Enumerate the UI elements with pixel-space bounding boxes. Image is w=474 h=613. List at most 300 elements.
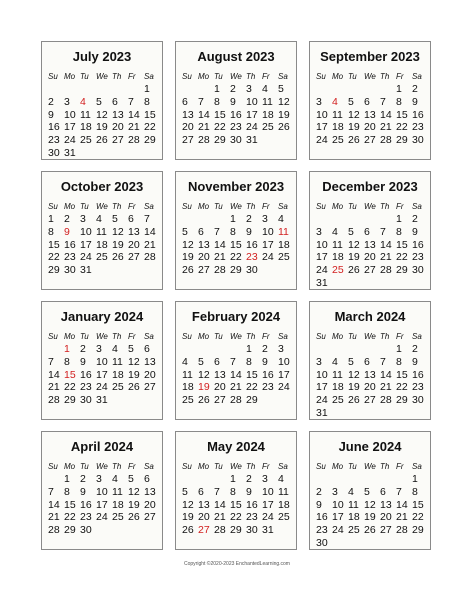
date-cell: 1 (396, 83, 402, 95)
date-cell: 6 (198, 485, 204, 498)
date-cell: 29 (48, 264, 60, 277)
date-cell: 29 (64, 394, 76, 407)
date-cell: 7 (48, 355, 54, 368)
week-row (180, 369, 292, 382)
month-title: August 2023 (197, 49, 275, 64)
empty-cell (212, 343, 228, 356)
date-cell: 4 (332, 225, 338, 238)
date-cell: 23 (64, 251, 76, 264)
date-cell: 1 (396, 343, 402, 355)
date-cell: 2 (262, 343, 268, 355)
weekday-label: Th (246, 72, 256, 81)
week-row (46, 511, 158, 524)
date-cell: 12 (198, 368, 210, 381)
weekday-header (314, 331, 426, 343)
date-cell: 13 (198, 238, 210, 251)
date-cell: 15 (48, 238, 60, 251)
weekday-label: Fr (128, 462, 136, 471)
empty-cell (196, 473, 212, 486)
date-cell: 16 (230, 108, 242, 121)
weekday-header (46, 201, 158, 213)
weekday-label: We (96, 202, 108, 211)
date-cell: 7 (380, 225, 386, 238)
date-cell: 12 (182, 238, 194, 251)
weekday-label: Fr (128, 332, 136, 341)
date-cell: 18 (182, 381, 194, 394)
date-cell: 26 (278, 121, 290, 134)
date-cell: 26 (198, 394, 210, 407)
date-cell: 20 (364, 381, 376, 394)
date-cell: 19 (112, 238, 124, 251)
date-cell: 24 (80, 251, 92, 264)
date-cell: 28 (128, 134, 140, 147)
weekday-header (46, 461, 158, 473)
month-title: May 2024 (207, 439, 265, 454)
date-cell: 12 (348, 368, 360, 381)
date-cell: 23 (80, 381, 92, 394)
date-cell: 15 (396, 108, 408, 121)
empty-cell (110, 83, 126, 96)
weekday-label: Tu (348, 332, 357, 341)
date-cell: 5 (112, 213, 118, 225)
week-row (314, 343, 426, 356)
date-cell: 30 (412, 394, 424, 407)
week-row (314, 394, 426, 407)
date-cell: 19 (348, 251, 360, 264)
weekday-label: We (364, 332, 376, 341)
date-cell: 19 (278, 108, 290, 121)
month-block (41, 301, 163, 420)
weekday-label: Mo (64, 332, 76, 341)
date-cell: 9 (80, 485, 86, 498)
week-row (180, 511, 292, 524)
date-cell: 27 (364, 394, 376, 407)
date-cell: 4 (182, 355, 188, 368)
week-row (180, 239, 292, 252)
date-cell: 21 (128, 121, 140, 134)
week-row (46, 343, 158, 356)
week-row (46, 381, 158, 394)
date-cell: 18 (332, 381, 344, 394)
date-cell: 17 (262, 498, 274, 511)
date-cell: 15 (246, 368, 258, 381)
date-cell: 13 (128, 225, 140, 238)
week-row (46, 239, 158, 252)
date-cell: 28 (48, 394, 60, 407)
date-cell: 2 (80, 343, 86, 355)
week-row (46, 524, 158, 537)
date-cell: 23 (412, 251, 424, 264)
date-cell: 17 (316, 251, 328, 264)
date-cell: 31 (316, 406, 328, 419)
month-block (41, 171, 163, 290)
date-cell: 8 (396, 225, 402, 238)
week-row (314, 251, 426, 264)
date-cell: 29 (230, 264, 242, 277)
week-row (314, 524, 426, 537)
date-cell: 8 (144, 95, 150, 108)
date-cell: 13 (144, 485, 156, 498)
date-cell: 15 (144, 108, 156, 121)
date-cell: 21 (48, 511, 60, 524)
empty-cell (180, 343, 196, 356)
date-cell: 17 (246, 108, 258, 121)
month-block (175, 171, 297, 290)
week-row (314, 369, 426, 382)
empty-cell (196, 83, 212, 96)
holiday-date: 1 (64, 343, 70, 355)
holiday-date: 4 (332, 95, 338, 108)
date-cell: 27 (128, 251, 140, 264)
week-row (314, 473, 426, 486)
date-cell: 6 (128, 213, 134, 225)
date-cell: 28 (380, 394, 392, 407)
date-cell: 29 (214, 134, 226, 147)
date-cell: 4 (348, 485, 354, 498)
date-cell: 16 (48, 121, 60, 134)
date-cell: 18 (348, 511, 360, 524)
date-cell: 9 (262, 355, 268, 368)
date-cell: 10 (316, 108, 328, 121)
date-cell: 3 (262, 213, 268, 225)
date-cell: 27 (214, 394, 226, 407)
date-cell: 19 (182, 511, 194, 524)
date-cell: 25 (332, 134, 344, 147)
date-cell: 1 (214, 83, 220, 95)
week-row (314, 134, 426, 147)
date-cell: 3 (80, 213, 86, 225)
date-cell: 2 (48, 95, 54, 108)
date-cell: 5 (182, 225, 188, 238)
copyright-text: Copyright ©2020-2023 EnchantedLearning.com (184, 561, 290, 567)
weekday-label: Sa (412, 202, 422, 211)
date-cell: 26 (96, 134, 108, 147)
date-cell: 3 (96, 343, 102, 355)
weekday-label: Su (48, 202, 58, 211)
date-cell: 15 (214, 108, 226, 121)
date-cell: 25 (182, 394, 194, 407)
weekday-label: Tu (80, 72, 89, 81)
date-cell: 27 (144, 511, 156, 524)
week-row (46, 213, 158, 226)
weekday-label: Su (48, 462, 58, 471)
date-cell: 22 (144, 121, 156, 134)
weekday-label: Su (182, 332, 192, 341)
date-cell: 19 (128, 368, 140, 381)
date-cell: 8 (396, 355, 402, 368)
month-title: July 2023 (72, 49, 132, 64)
month-title: December 2023 (322, 179, 418, 194)
date-cell: 23 (412, 381, 424, 394)
date-cell: 6 (364, 225, 370, 238)
date-cell: 1 (396, 213, 402, 225)
month-title: June 2024 (338, 439, 402, 454)
empty-cell (62, 83, 78, 96)
date-cell: 12 (128, 485, 140, 498)
date-cell: 2 (412, 83, 418, 95)
empty-cell (126, 83, 142, 96)
month-title: November 2023 (187, 179, 285, 194)
week-row (46, 109, 158, 122)
date-cell: 21 (380, 381, 392, 394)
date-cell: 12 (348, 238, 360, 251)
date-cell: 2 (246, 213, 252, 225)
date-cell: 19 (96, 121, 108, 134)
date-cell: 18 (112, 498, 124, 511)
month-title: January 2024 (60, 309, 144, 324)
date-cell: 11 (112, 355, 123, 368)
date-cell: 17 (96, 368, 108, 381)
date-cell: 30 (48, 146, 60, 159)
date-cell: 17 (80, 238, 92, 251)
date-cell: 29 (230, 524, 242, 537)
date-cell: 12 (182, 498, 194, 511)
month-block (175, 301, 297, 420)
date-cell: 29 (64, 524, 76, 537)
date-cell: 18 (96, 238, 108, 251)
date-cell: 14 (144, 225, 156, 238)
weekday-label: We (230, 202, 242, 211)
weekday-label: Th (380, 202, 390, 211)
date-cell: 29 (144, 134, 156, 147)
week-row (180, 394, 292, 407)
holiday-date: 27 (198, 524, 210, 537)
week-row (180, 486, 292, 499)
weekday-header (314, 461, 426, 473)
date-cell: 18 (332, 251, 344, 264)
date-cell: 13 (182, 108, 194, 121)
week-row (46, 134, 158, 147)
date-cell: 31 (96, 394, 108, 407)
date-cell: 22 (64, 511, 76, 524)
date-cell: 25 (112, 511, 124, 524)
date-cell: 31 (246, 134, 258, 147)
date-cell: 12 (112, 225, 124, 238)
date-cell: 23 (412, 121, 424, 134)
date-cell: 28 (380, 264, 392, 277)
weekday-label: Sa (144, 202, 154, 211)
date-cell: 14 (380, 108, 392, 121)
empty-cell (378, 343, 394, 356)
weekday-label: We (230, 72, 242, 81)
date-cell: 2 (412, 343, 418, 355)
weekday-label: We (96, 72, 108, 81)
date-cell: 2 (80, 473, 86, 485)
date-cell: 25 (332, 394, 344, 407)
date-cell: 3 (96, 473, 102, 485)
date-cell: 28 (214, 524, 226, 537)
month-title: October 2023 (60, 179, 144, 194)
weekday-label: Sa (278, 462, 288, 471)
weekday-label: Fr (396, 332, 404, 341)
date-cell: 16 (412, 238, 424, 251)
date-cell: 24 (316, 264, 328, 277)
date-cell: 14 (380, 238, 392, 251)
date-cell: 4 (112, 473, 118, 485)
date-cell: 9 (48, 108, 54, 121)
holiday-date: 9 (64, 225, 70, 238)
week-row (180, 499, 292, 512)
date-cell: 22 (214, 121, 226, 134)
date-cell: 29 (412, 524, 424, 537)
date-cell: 26 (112, 251, 124, 264)
holiday-date: 15 (64, 368, 76, 381)
weekday-label: Su (316, 462, 326, 471)
date-cell: 29 (246, 394, 258, 407)
empty-cell (212, 213, 228, 226)
date-cell: 16 (316, 511, 328, 524)
date-cell: 17 (64, 121, 76, 134)
weekday-label: Th (380, 332, 390, 341)
date-cell: 24 (316, 394, 328, 407)
date-cell: 12 (96, 108, 108, 121)
date-cell: 23 (246, 511, 258, 524)
date-cell: 4 (278, 213, 284, 225)
date-cell: 11 (262, 95, 273, 108)
weekday-header (46, 71, 158, 83)
date-cell: 11 (182, 368, 193, 381)
date-cell: 8 (214, 95, 220, 108)
week-row (314, 381, 426, 394)
date-cell: 12 (128, 355, 140, 368)
weekday-label: Th (380, 462, 390, 471)
date-cell: 1 (64, 473, 70, 485)
date-cell: 16 (246, 238, 258, 251)
date-cell: 11 (112, 485, 123, 498)
empty-cell (362, 213, 378, 226)
date-cell: 9 (316, 498, 322, 511)
weekday-label: Th (112, 332, 122, 341)
weekday-label: Th (112, 72, 122, 81)
date-cell: 24 (96, 511, 108, 524)
date-cell: 16 (80, 368, 92, 381)
date-cell: 13 (144, 355, 156, 368)
date-cell: 20 (364, 251, 376, 264)
weekday-header (314, 71, 426, 83)
empty-cell (378, 83, 394, 96)
month-block (309, 301, 431, 420)
weekday-label: Th (246, 462, 256, 471)
date-cell: 14 (230, 368, 242, 381)
date-cell: 10 (262, 225, 274, 238)
week-row (180, 264, 292, 277)
weekday-label: Fr (396, 462, 404, 471)
weekday-label: Fr (396, 72, 404, 81)
date-cell: 31 (64, 146, 76, 159)
date-cell: 7 (214, 225, 220, 238)
weekday-label: Tu (80, 202, 89, 211)
week-row (314, 239, 426, 252)
empty-cell (378, 213, 394, 226)
date-cell: 21 (230, 381, 242, 394)
empty-cell (180, 473, 196, 486)
date-cell: 25 (278, 511, 290, 524)
holiday-date: 25 (332, 264, 344, 277)
empty-cell (196, 213, 212, 226)
date-cell: 24 (96, 381, 108, 394)
date-cell: 1 (230, 213, 236, 225)
date-cell: 14 (214, 238, 226, 251)
date-cell: 14 (396, 498, 408, 511)
date-cell: 11 (80, 108, 91, 121)
date-cell: 18 (262, 108, 274, 121)
date-cell: 12 (278, 95, 290, 108)
date-cell: 30 (80, 394, 92, 407)
weekday-label: Su (316, 332, 326, 341)
empty-cell (362, 83, 378, 96)
date-cell: 25 (96, 251, 108, 264)
holiday-date: 19 (198, 381, 210, 394)
date-cell: 20 (144, 498, 156, 511)
date-cell: 17 (332, 511, 344, 524)
weekday-label: Tu (214, 202, 223, 211)
weekday-label: Sa (412, 72, 422, 81)
date-cell: 21 (214, 251, 226, 264)
date-cell: 27 (198, 264, 210, 277)
month-block (309, 41, 431, 160)
date-cell: 4 (332, 355, 338, 368)
date-cell: 10 (64, 108, 76, 121)
date-cell: 26 (182, 524, 194, 537)
week-row (46, 486, 158, 499)
date-cell: 24 (316, 134, 328, 147)
date-cell: 21 (214, 511, 226, 524)
date-cell: 3 (316, 355, 322, 368)
date-cell: 17 (96, 498, 108, 511)
week-row (180, 83, 292, 96)
date-cell: 24 (262, 511, 274, 524)
date-cell: 22 (48, 251, 60, 264)
date-cell: 12 (364, 498, 376, 511)
weekday-label: Th (246, 332, 256, 341)
date-cell: 10 (262, 485, 274, 498)
date-cell: 26 (182, 264, 194, 277)
date-cell: 17 (278, 368, 290, 381)
date-cell: 17 (316, 121, 328, 134)
date-cell: 1 (246, 343, 252, 355)
date-cell: 5 (348, 95, 354, 108)
date-cell: 1 (144, 83, 150, 95)
date-cell: 15 (412, 498, 424, 511)
date-cell: 7 (380, 355, 386, 368)
date-cell: 10 (96, 355, 108, 368)
week-row (46, 96, 158, 109)
date-cell: 3 (316, 95, 322, 108)
date-cell: 26 (364, 524, 376, 537)
weekday-label: Fr (262, 202, 270, 211)
date-cell: 30 (230, 134, 242, 147)
empty-cell (330, 473, 346, 486)
holiday-date: 23 (246, 251, 258, 264)
weekday-label: We (364, 462, 376, 471)
date-cell: 15 (64, 498, 76, 511)
date-cell: 5 (182, 485, 188, 498)
date-cell: 23 (262, 381, 274, 394)
date-cell: 18 (332, 121, 344, 134)
month-title: September 2023 (320, 49, 420, 64)
date-cell: 3 (278, 343, 284, 355)
date-cell: 31 (262, 524, 274, 537)
date-cell: 18 (112, 368, 124, 381)
date-cell: 20 (182, 121, 194, 134)
date-cell: 20 (144, 368, 156, 381)
date-cell: 7 (48, 485, 54, 498)
empty-cell (314, 213, 330, 226)
week-row (314, 277, 426, 290)
date-cell: 5 (198, 355, 204, 368)
date-cell: 13 (198, 498, 210, 511)
date-cell: 18 (278, 498, 290, 511)
